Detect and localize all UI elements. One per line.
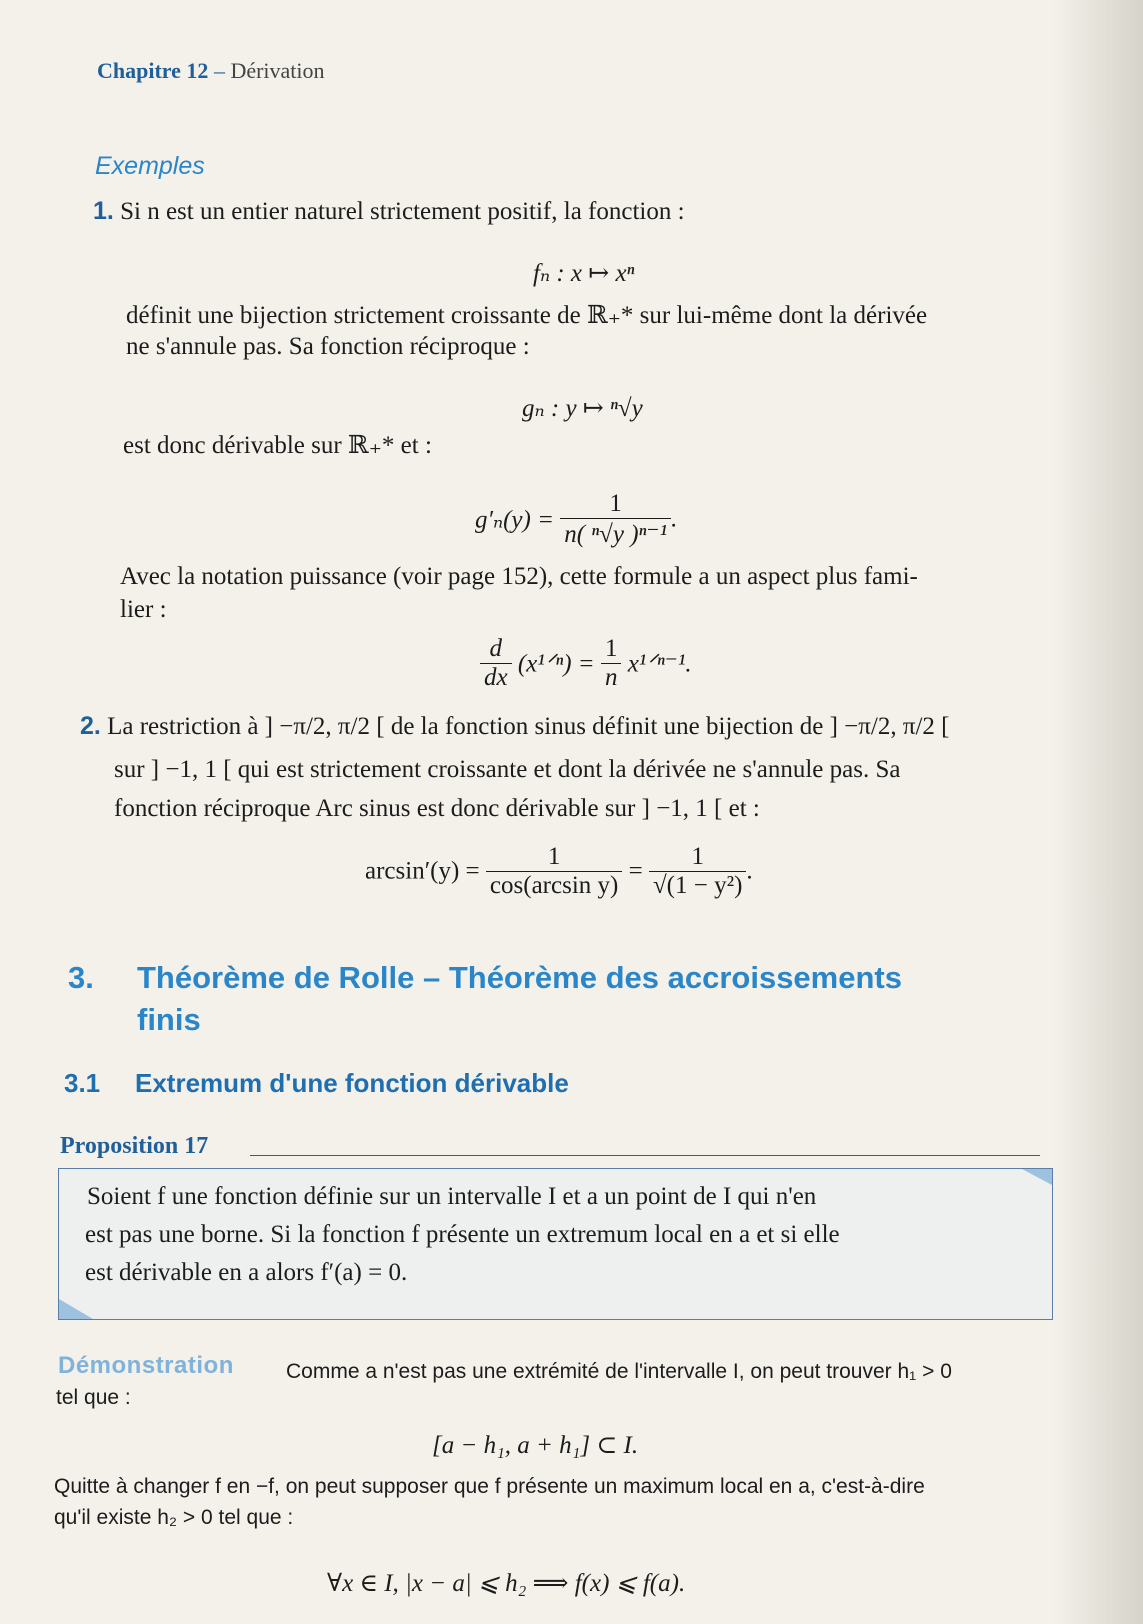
chapter-title: Dérivation <box>230 58 325 83</box>
section-3-1-title: Extremum d'une fonction dérivable <box>135 1068 569 1098</box>
example-2-text-3: fonction réciproque Arc sinus est donc dérivable sur ] −1, 1 [ et : <box>114 795 760 822</box>
example-1-number: 1. <box>93 197 114 225</box>
section-3-1-number: 3.1 <box>64 1068 101 1098</box>
equation-gn-derivative <box>475 490 677 549</box>
proposition-label: Proposition 17 <box>60 1133 209 1159</box>
example-2-text-2: sur ] −1, 1 [ qui est strictement croissante et dont la dérivée ne s'annule pas. Sa <box>114 756 901 783</box>
arcsin-den-2: √(1 − y²) <box>649 871 746 900</box>
proposition-corner-ornament <box>59 1299 93 1319</box>
proposition-box <box>58 1168 1053 1320</box>
section-3-number: 3. <box>68 960 94 995</box>
equation-fn: fₙ : x ↦ xⁿ <box>533 260 635 287</box>
example-1-text-5: Avec la notation puissance (voir page 152), cette formule a un aspect plus fami- <box>120 563 918 590</box>
proposition-line-3: est dérivable en a alors f′(a) = 0. <box>85 1259 408 1286</box>
example-2-number: 2. <box>80 712 101 740</box>
arcsin-den-1: cos(arcsin y) <box>486 871 622 900</box>
page-edge-shadow <box>1053 0 1143 1624</box>
eq4-d: d <box>489 635 503 662</box>
arcsin-equals: = <box>628 857 643 885</box>
eq4-one-over-n <box>601 635 622 692</box>
equation-power-derivative <box>480 635 692 692</box>
section-3-title-line-1: Théorème de Rolle – Théorème des accroissements <box>137 960 902 995</box>
demonstration-line-3: Quitte à changer f en −f, on peut supposer que f présente un maximum local en a, c'est-à-dire <box>54 1475 925 1498</box>
example-1-text-2: définit une bijection strictement croissante de ℝ₊* sur lui-même dont la dérivée <box>126 302 928 329</box>
chapter-label: Chapitre 12 <box>97 58 209 83</box>
arcsin-num-1: 1 <box>547 843 561 870</box>
example-1-line-1 <box>93 197 685 226</box>
eq3-denominator: n( ⁿ√y )ⁿ⁻¹ <box>560 518 671 549</box>
example-1-text-6: lier : <box>120 596 167 623</box>
proposition-corner-ornament-right <box>1022 1169 1052 1185</box>
demonstration-line-2: tel que : <box>56 1386 131 1409</box>
eq3-fraction <box>560 490 671 549</box>
example-1-text-1: Si n est un entier naturel strictement positif, la fonction : <box>120 198 685 225</box>
eq4-d-dx <box>480 635 512 692</box>
demonstration-line-1: Comme a n'est pas une extrémité de l'intervalle I, on peut trouver h₁ > 0 <box>286 1360 952 1383</box>
example-2-text-1: La restriction à ] −π/2, π/2 [ de la fonction sinus définit une bijection de ] −π/2, π/2 [ <box>107 713 950 740</box>
proposition-line-1: Soient f une fonction définie sur un intervalle I et a un point de I qui n'en <box>87 1183 817 1210</box>
demonstration-equation-2: ∀x ∈ I, |x − a| ⩽ h₂ ⟹ f(x) ⩽ f(a). <box>327 1570 686 1597</box>
eq4-dx: dx <box>480 663 512 692</box>
proposition-rule <box>250 1155 1040 1156</box>
demonstration-equation-1: [a − h₁, a + h₁] ⊂ I. <box>432 1432 639 1459</box>
arcsin-fraction-2 <box>649 843 746 900</box>
arcsin-period: . <box>746 857 753 885</box>
arcsin-fraction-1 <box>486 843 622 900</box>
header-separator: – <box>208 58 231 83</box>
arcsin-num-2: 1 <box>691 843 704 870</box>
proposition-line-2: est pas une borne. Si la fonction f présente un extremum local en a et si elle <box>85 1221 840 1248</box>
equation-arcsin-derivative <box>365 843 753 900</box>
running-header <box>97 58 325 84</box>
equation-gn: gₙ : y ↦ ⁿ√y <box>522 395 643 422</box>
eq3-numerator: 1 <box>609 490 622 517</box>
eq4-middle: (x¹ᐟⁿ) = <box>517 650 595 678</box>
demonstration-label: Démonstration <box>58 1352 234 1379</box>
eq4-n: n <box>601 663 622 692</box>
example-2-line-1 <box>80 712 949 741</box>
example-1-text-4: est donc dérivable sur ℝ₊* et : <box>123 432 432 459</box>
eq4-one: 1 <box>604 635 618 662</box>
section-3-title-line-2: finis <box>137 1002 201 1037</box>
eq3-period: . <box>671 505 678 533</box>
demonstration-line-4: qu'il existe h₂ > 0 tel que : <box>54 1506 294 1529</box>
arcsin-lhs: arcsin′(y) = <box>365 857 480 885</box>
eq3-lhs: g′ₙ(y) = <box>475 506 554 534</box>
eq4-end: x¹ᐟⁿ⁻¹. <box>627 650 692 678</box>
examples-heading: Exemples <box>95 152 205 180</box>
example-1-text-3: ne s'annule pas. Sa fonction réciproque : <box>126 333 530 360</box>
